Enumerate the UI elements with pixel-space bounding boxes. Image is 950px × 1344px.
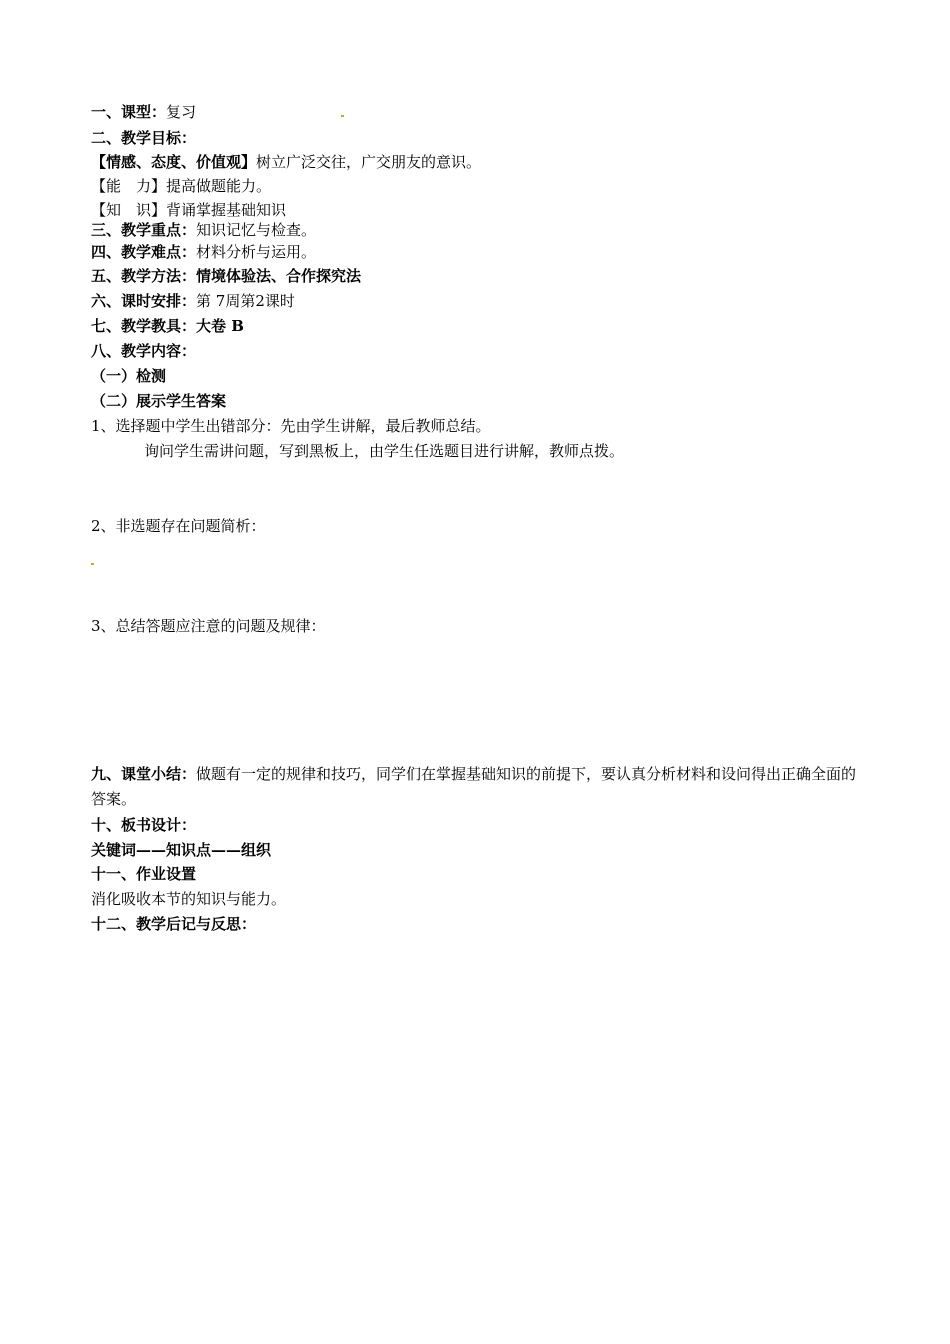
schedule-label: 六、课时安排： <box>91 292 197 310</box>
speck-mark <box>91 563 94 565</box>
content-item1: 1、选择题中学生出错部分：先由学生讲解，最后教师总结。 <box>91 417 491 435</box>
difficulty-label: 四、教学难点： <box>91 243 197 261</box>
content-item3: 3、总结答题应注意的问题及规律： <box>91 617 326 635</box>
tools <box>91 316 244 336</box>
summary-text: 做题有一定的规律和技巧，同学们在掌握基础知识的前提下，要认真分析材料和设问得出正确全面的答案。 <box>91 765 857 808</box>
goal-knowledge <box>91 200 286 220</box>
content-item1-detail: 询问学生需讲问题，写到黑板上，由学生任选题目进行讲解，教师点拨。 <box>144 442 625 460</box>
schedule-value: 第 7周第2课时 <box>196 292 295 310</box>
board-heading: 十、板书设计： <box>91 816 197 834</box>
lesson-type-label: 一、课型： <box>91 103 167 121</box>
method <box>91 266 361 286</box>
speck-mark <box>341 115 344 117</box>
key-point-value: 知识记忆与检查。 <box>196 221 317 239</box>
goal-knowledge-label: 【知 识】 <box>91 201 167 219</box>
goal-knowledge-text: 背诵掌握基础知识 <box>166 201 287 219</box>
goal-emotion <box>91 152 481 172</box>
lesson-type-value: 复习 <box>166 103 197 121</box>
homework-heading: 十一、作业设置 <box>91 865 197 883</box>
goal-ability <box>91 176 271 196</box>
key-point-label: 三、教学重点： <box>91 221 197 239</box>
goal-ability-text: 提高做题能力。 <box>166 177 272 195</box>
content-heading: 八、教学内容： <box>91 342 197 360</box>
tools-value: 大卷 B <box>196 317 244 335</box>
key-point <box>91 220 316 240</box>
summary-label: 九、课堂小结： <box>91 765 197 783</box>
goals-heading: 二、教学目标： <box>91 129 197 147</box>
method-label: 五、教学方法： <box>91 267 197 285</box>
lesson-type <box>91 102 196 122</box>
board-text: 关键词——知识点——组织 <box>91 841 272 859</box>
summary <box>91 762 866 812</box>
content-sub1: （一）检测 <box>91 367 167 385</box>
goal-ability-label: 【能 力】 <box>91 177 167 195</box>
goal-emotion-text: 树立广泛交往，广交朋友的意识。 <box>256 153 482 171</box>
difficulty-value: 材料分析与运用。 <box>196 243 317 261</box>
difficulty <box>91 242 316 262</box>
tools-label: 七、教学教具： <box>91 317 197 335</box>
reflection-heading: 十二、教学后记与反思： <box>91 915 257 933</box>
content-item2: 2、非选题存在问题简析： <box>91 517 266 535</box>
method-value: 情境体验法、合作探究法 <box>196 267 362 285</box>
schedule <box>91 291 295 311</box>
homework-text: 消化吸收本节的知识与能力。 <box>91 890 287 908</box>
goal-emotion-label: 【情感、态度、价值观】 <box>91 153 257 171</box>
content-sub2: （二）展示学生答案 <box>91 392 227 410</box>
